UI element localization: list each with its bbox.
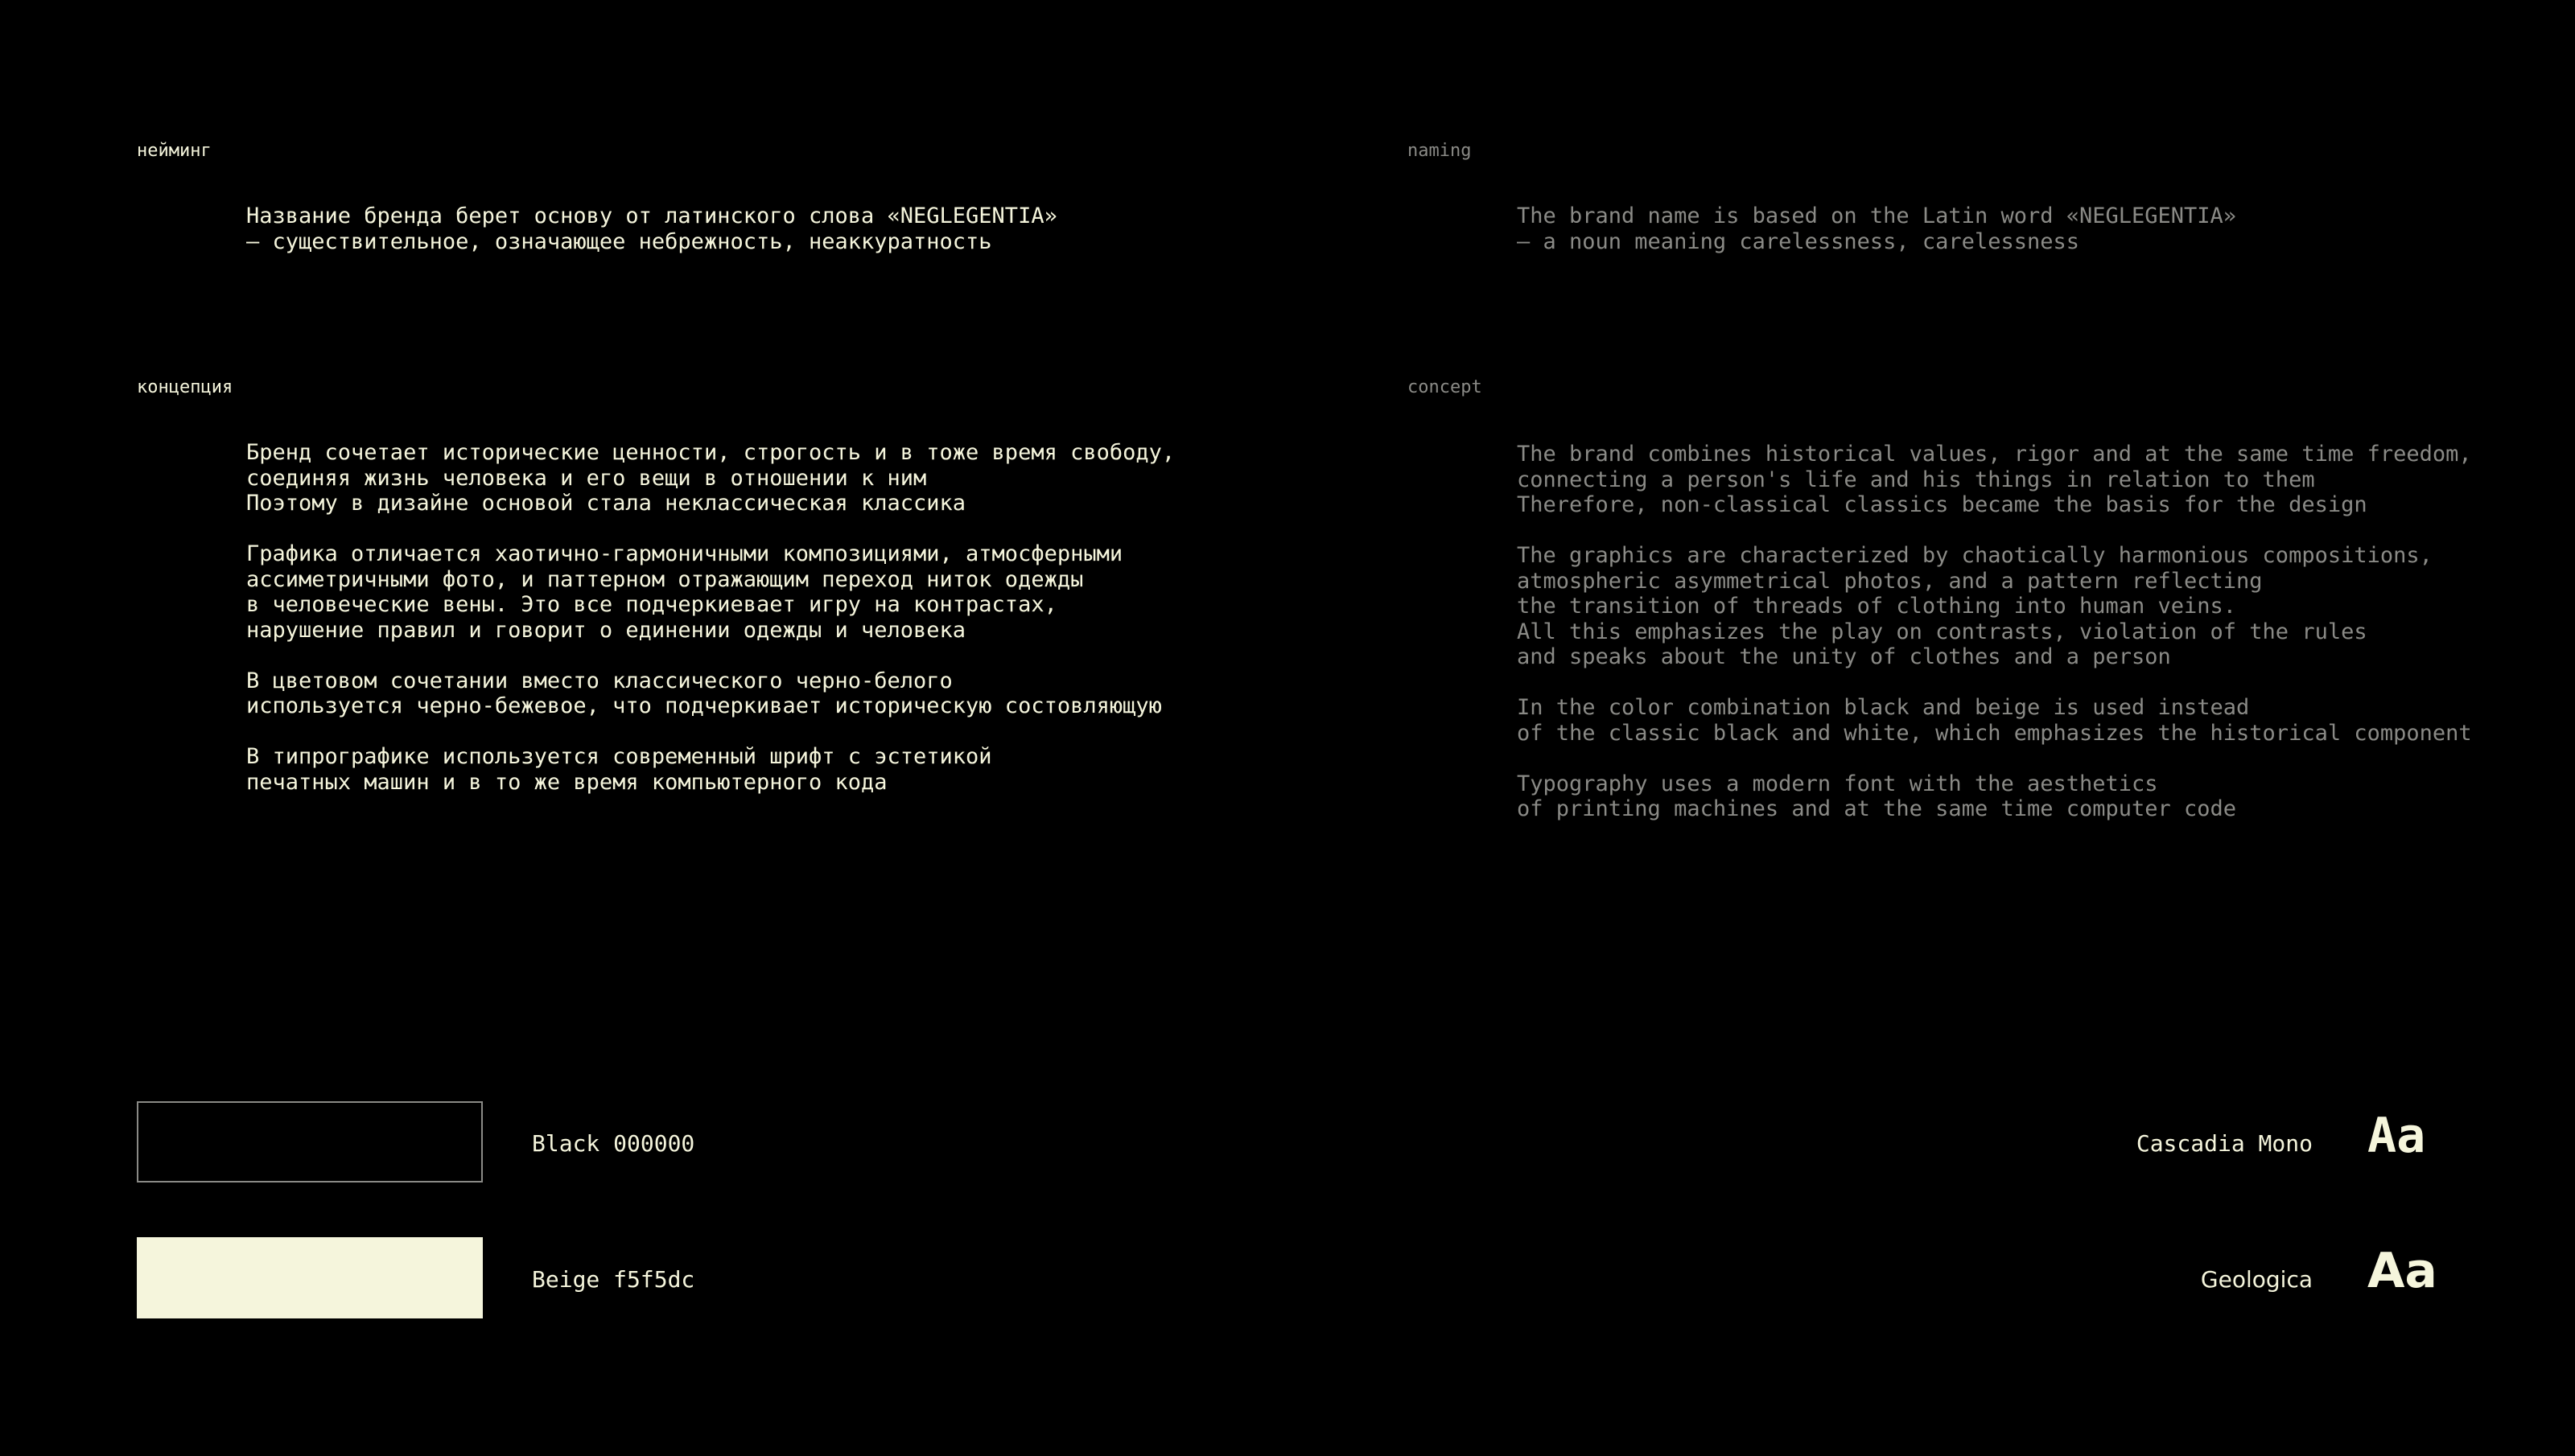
naming-text-en <box>1517 204 2236 254</box>
font-sample-geologica: Aa <box>2367 1243 2437 1299</box>
font-name-cascadia: Cascadia Mono <box>2136 1130 2313 1157</box>
text-line: В типрографике используется современный шрифт с эстетикой <box>246 744 992 769</box>
concept-paragraph <box>246 440 1175 516</box>
text-line: of printing machines and at the same time computer code <box>1517 796 2237 821</box>
text-line: Название бренда берет основу от латинского слова «NEGLEGENTIA» <box>246 204 1057 228</box>
color-name-beige: Beige f5f5dc <box>532 1266 695 1293</box>
concept-paragraph <box>246 668 1175 719</box>
text-line: используется черно-бежевое, что подчеркивает историческую состовляющую <box>246 693 1162 718</box>
concept-paragraph <box>246 541 1175 643</box>
color-swatch-beige <box>137 1237 483 1318</box>
concept-paragraph <box>246 744 1175 795</box>
text-line: atmospheric asymmetrical photos, and a pattern reflecting <box>1517 568 2263 594</box>
naming-label-ru: нейминг <box>137 141 212 161</box>
text-line: печатных машин и в то же время компьютерного кода <box>246 769 888 795</box>
text-line: All this emphasizes the play on contrasts, violation of the rules <box>1517 619 2367 644</box>
text-line: В цветовом сочетании вместо классического черно-белого <box>246 668 953 693</box>
text-line: Бренд сочетает исторические ценности, строгость и в тоже время свободу, <box>246 440 1176 465</box>
concept-text-en <box>1517 442 2472 822</box>
concept-paragraph <box>1517 695 2472 746</box>
font-sample-cascadia: Aa <box>2367 1108 2426 1164</box>
text-line: the transition of threads of clothing into human veins. <box>1517 594 2237 619</box>
text-line: — существительное, означающее небрежность, неаккуратность <box>246 228 992 254</box>
text-line: Графика отличается хаотично-гармоничными композициями, атмосферными <box>246 541 1123 566</box>
text-line: The graphics are characterized by chaotically harmonious compositions, <box>1517 543 2433 568</box>
color-swatch-black <box>137 1101 483 1182</box>
text-line: and speaks about the unity of clothes and a person <box>1517 644 2171 669</box>
text-line: The brand combines historical values, rigor and at the same time freedom, <box>1517 442 2472 467</box>
text-line: — a noun meaning carelessness, carelessness <box>1517 228 2079 254</box>
naming-text-ru <box>246 204 1057 254</box>
concept-text-ru <box>246 440 1175 795</box>
concept-paragraph <box>1517 442 2472 518</box>
text-line: Therefore, non-classical classics became the basis for the design <box>1517 492 2367 517</box>
text-line: ассиметричными фото, и паттерном отражающим переход ниток одежды <box>246 566 1084 592</box>
text-line: нарушение правил и говорит о единении одежды и человека <box>246 617 966 643</box>
text-line: The brand name is based on the Latin word «NEGLEGENTIA» <box>1517 204 2237 228</box>
text-line: в человеческие вены. Это все подчеркиевает игру на контрастах, <box>246 592 1057 617</box>
concept-label-ru: концепция <box>137 377 233 397</box>
color-name-black: Black 000000 <box>532 1130 695 1157</box>
text-line: Поэтому в дизайне основой стала неклассическая классика <box>246 491 966 516</box>
text-line: connecting a person's life and his things in relation to them <box>1517 467 2315 492</box>
text-line: of the classic black and white, which emphasizes the historical component <box>1517 720 2472 746</box>
concept-label-en: concept <box>1407 377 1482 397</box>
text-line: Typography uses a modern font with the aesthetics <box>1517 771 2158 796</box>
font-name-geologica: Geologica <box>2200 1266 2313 1293</box>
naming-label-en: naming <box>1407 141 1472 161</box>
concept-paragraph <box>1517 543 2472 670</box>
text-line: соединяя жизнь человека и его вещи в отношении к ним <box>246 465 927 491</box>
concept-paragraph <box>1517 771 2472 822</box>
text-line: In the color combination black and beige is used instead <box>1517 695 2250 720</box>
